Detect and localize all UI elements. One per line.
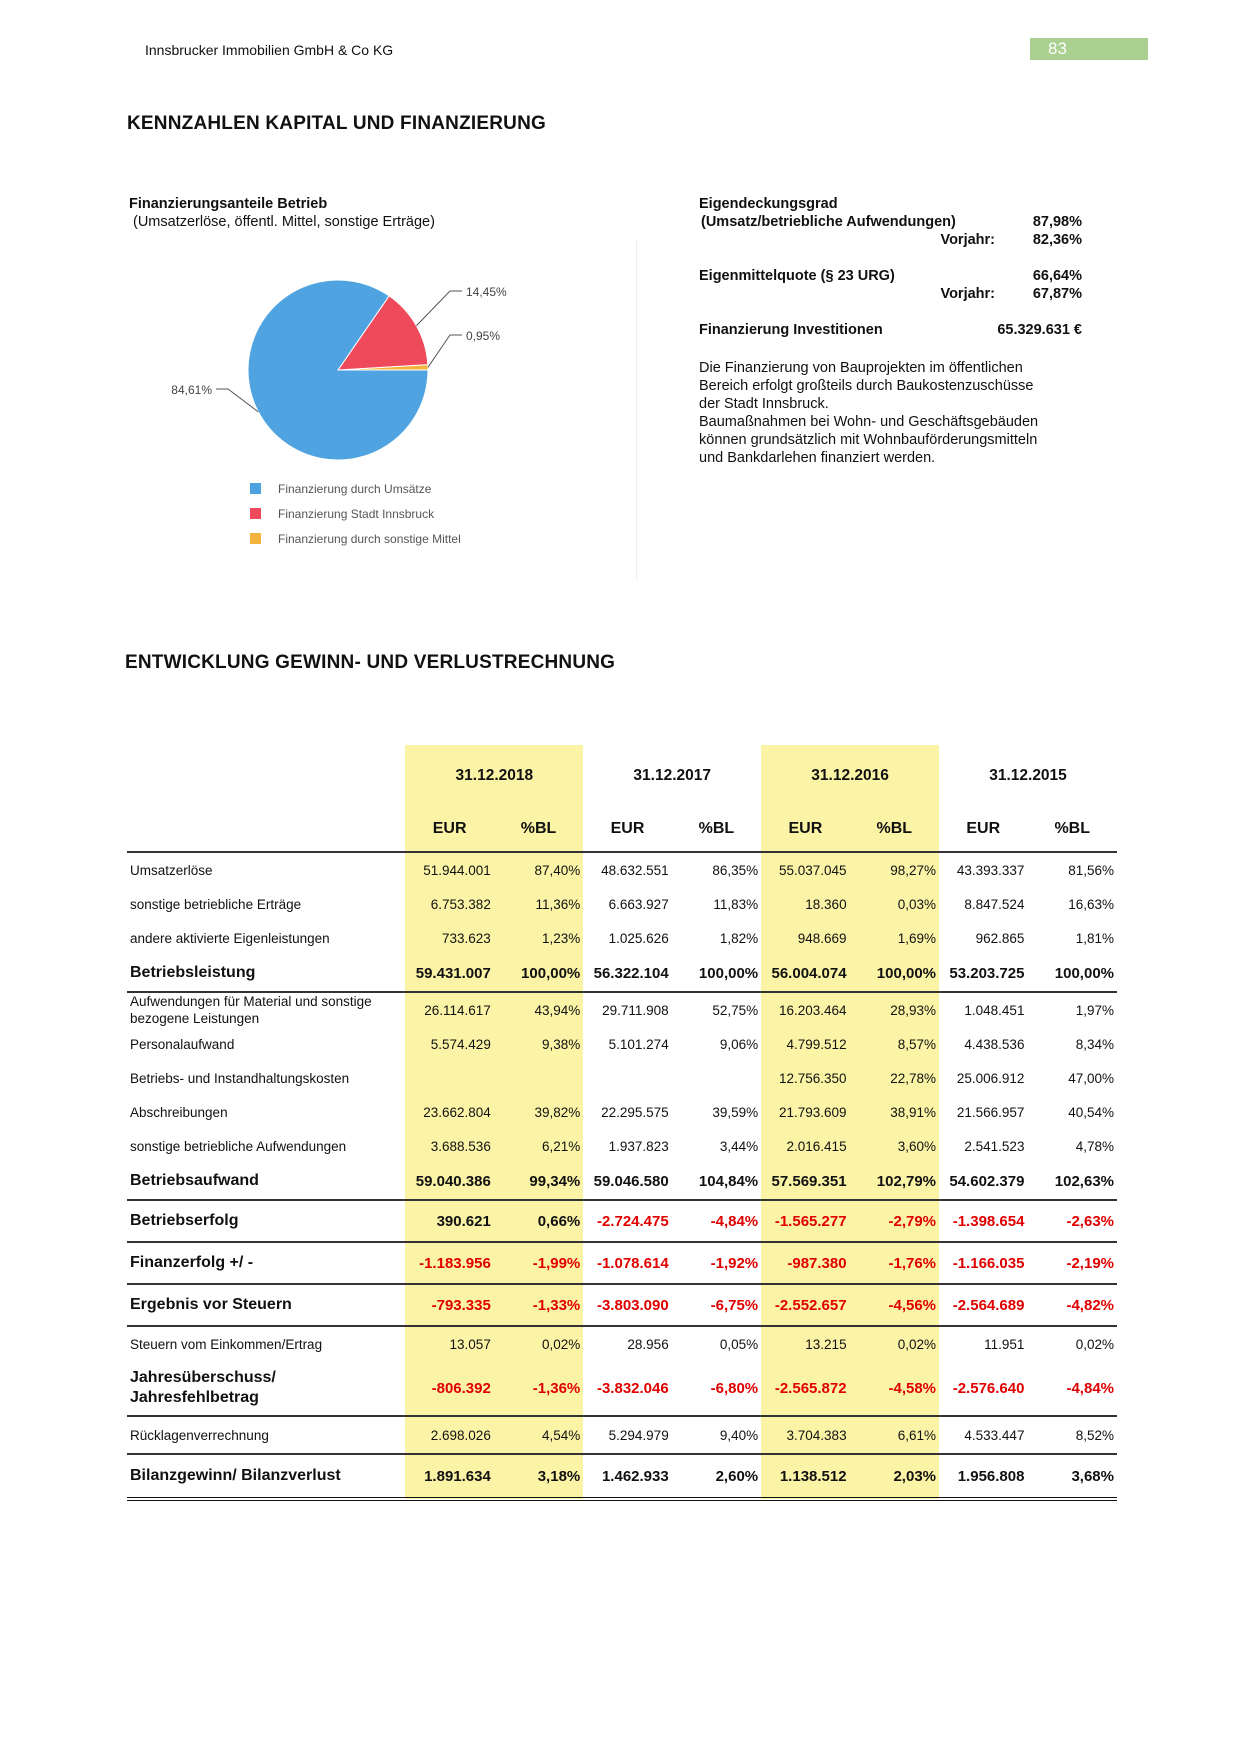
cell-pct: 3,18% xyxy=(494,1454,583,1499)
cell-pct: 28,93% xyxy=(850,992,939,1027)
cell-pct: 100,00% xyxy=(1027,955,1117,992)
cell-eur: -2.565.872 xyxy=(761,1361,849,1416)
year-header: 31.12.2016 xyxy=(761,745,939,807)
cell-pct: 0,02% xyxy=(494,1326,583,1361)
cell-pct: 81,56% xyxy=(1068,862,1114,878)
cell-pct: 98,27% xyxy=(850,852,939,887)
row-label: sonstige betriebliche Erträge xyxy=(130,896,302,912)
cell-pct: -1,76% xyxy=(850,1242,939,1284)
cell-eur: 18.360 xyxy=(761,887,849,921)
cell-pct xyxy=(494,1061,583,1095)
table-row xyxy=(127,1416,1117,1454)
cell-pct: 4,54% xyxy=(494,1416,583,1454)
table-row xyxy=(127,1163,1117,1200)
kpi-eigenmittelquote-label: Eigenmittelquote (§ 23 URG) xyxy=(699,268,895,284)
table-row xyxy=(127,1061,1117,1095)
pie-chart xyxy=(126,240,636,580)
cell-eur: -1.166.035 xyxy=(939,1242,1027,1284)
table-row xyxy=(127,1027,1117,1061)
cell-eur: 13.057 xyxy=(405,1326,493,1361)
cell-eur: 4.438.536 xyxy=(964,1036,1025,1052)
cell-eur: -2.576.640 xyxy=(939,1361,1027,1416)
income-statement-table xyxy=(127,745,1117,1501)
row-label: Finanzerfolg +/ - xyxy=(127,1242,405,1284)
cell-eur: 57.569.351 xyxy=(761,1163,849,1200)
table-row xyxy=(127,992,1117,1027)
cell-eur: 23.662.804 xyxy=(405,1095,493,1129)
cell-pct: 87,40% xyxy=(494,852,583,887)
pie-data-label: 84,61% xyxy=(171,383,212,397)
cell-pct: 40,54% xyxy=(1068,1104,1114,1120)
row-label: Personalaufwand xyxy=(130,1036,235,1052)
table-corner-unit xyxy=(127,807,405,852)
table-row xyxy=(127,852,1117,887)
cell-eur: 59.046.580 xyxy=(583,1163,671,1200)
legend-swatch xyxy=(250,483,261,494)
cell-pct: 0,03% xyxy=(850,887,939,921)
cell-eur: 59.040.386 xyxy=(405,1163,493,1200)
cell-pct: 99,34% xyxy=(494,1163,583,1200)
cell-eur: 2.541.523 xyxy=(964,1138,1025,1154)
kpi-eigendeckungsgrad-value: 87,98% xyxy=(1032,214,1082,230)
cell-pct: 3,60% xyxy=(850,1129,939,1163)
row-label: Abschreibungen xyxy=(130,1104,228,1120)
cell-eur: -1.078.614 xyxy=(583,1242,671,1284)
col-eur: EUR xyxy=(583,807,671,852)
cell-pct: 6,21% xyxy=(494,1129,583,1163)
cell-pct: 1,69% xyxy=(850,921,939,955)
col-eur: EUR xyxy=(939,807,1027,852)
kpi-finanzierung-value: 65.329.631 € xyxy=(997,322,1082,338)
col-pct: %BL xyxy=(850,807,939,852)
cell-eur: 2.698.026 xyxy=(405,1416,493,1454)
cell-eur: -1.183.956 xyxy=(405,1242,493,1284)
cell-pct: 2,60% xyxy=(672,1454,761,1499)
cell-pct: 0,02% xyxy=(1075,1336,1114,1352)
row-label: Betriebs- und Instandhaltungskosten xyxy=(130,1070,350,1086)
cell-pct: 1,82% xyxy=(719,930,759,946)
col-eur: EUR xyxy=(405,807,493,852)
cell-pct: 3,44% xyxy=(719,1138,759,1154)
row-label: Betriebserfolg xyxy=(127,1200,405,1242)
cell-eur: 390.621 xyxy=(405,1200,493,1242)
cell-eur: 29.711.908 xyxy=(602,1002,669,1018)
cell-pct: 102,63% xyxy=(1027,1163,1117,1200)
cell-pct: 38,91% xyxy=(850,1095,939,1129)
financing-paragraph xyxy=(699,359,1099,467)
legend-label: Finanzierung durch sonstige Mittel xyxy=(278,532,461,546)
cell-pct: 39,59% xyxy=(712,1104,759,1120)
cell-eur xyxy=(405,1061,493,1095)
cell-pct: 9,40% xyxy=(672,1416,761,1454)
col-pct: %BL xyxy=(672,807,761,852)
cell-pct: 104,84% xyxy=(672,1163,761,1200)
cell-eur: 16.203.464 xyxy=(761,992,849,1027)
col-pct: %BL xyxy=(494,807,583,852)
cell-eur: 4.799.512 xyxy=(761,1027,849,1061)
cell-eur: -806.392 xyxy=(405,1361,493,1416)
section-title-guv: ENTWICKLUNG GEWINN- UND VERLUSTRECHNUNG xyxy=(125,652,616,673)
legend-swatch xyxy=(250,533,261,544)
col-pct: %BL xyxy=(1027,807,1117,852)
paragraph-line: Die Finanzierung von Bauprojekten im öffentlichen xyxy=(699,360,1023,376)
cell-eur xyxy=(583,1061,671,1095)
cell-eur: -1.398.654 xyxy=(939,1200,1027,1242)
cell-eur: 8.847.524 xyxy=(964,896,1025,912)
cell-eur: 1.025.626 xyxy=(608,930,669,946)
cell-pct: 52,75% xyxy=(712,1002,759,1018)
cell-eur: 59.431.007 xyxy=(405,955,493,992)
cell-pct: 100,00% xyxy=(672,955,761,992)
row-label: Umsatzerlöse xyxy=(130,862,213,878)
page-number: 83 xyxy=(1030,38,1148,60)
cell-eur: 1.138.512 xyxy=(761,1454,849,1499)
cell-pct: 2,03% xyxy=(850,1454,939,1499)
cell-pct: 1,81% xyxy=(1075,930,1114,946)
cell-pct: 4,78% xyxy=(1075,1138,1114,1154)
cell-eur: 21.566.957 xyxy=(956,1104,1025,1120)
cell-pct: 1,97% xyxy=(1075,1002,1114,1018)
cell-eur: 51.944.001 xyxy=(405,852,493,887)
cell-eur: 11.951 xyxy=(984,1336,1025,1352)
cell-pct: 16,63% xyxy=(1068,896,1114,912)
table-row xyxy=(127,1200,1117,1242)
row-label: Betriebsaufwand xyxy=(127,1163,405,1200)
chart-subtitle: (Umsatzerlöse, öffentl. Mittel, sonstige Erträge) xyxy=(133,214,435,230)
cell-pct: 8,57% xyxy=(850,1027,939,1061)
year-header: 31.12.2018 xyxy=(405,745,583,807)
cell-eur: 962.865 xyxy=(975,930,1025,946)
cell-eur: -3.803.090 xyxy=(583,1284,671,1326)
year-header: 31.12.2017 xyxy=(633,767,711,784)
legend-swatch xyxy=(250,508,261,519)
cell-eur: 21.793.609 xyxy=(761,1095,849,1129)
pie-leader-line xyxy=(416,291,462,326)
table-row xyxy=(127,1361,1117,1416)
cell-eur: 13.215 xyxy=(761,1326,849,1361)
cell-eur: 26.114.617 xyxy=(405,992,493,1027)
row-label: Bilanzgewinn/ Bilanzverlust xyxy=(127,1454,405,1499)
cell-pct: 0,02% xyxy=(850,1326,939,1361)
cell-pct: -1,99% xyxy=(494,1242,583,1284)
cell-eur: 12.756.350 xyxy=(761,1061,849,1095)
cell-pct: 9,06% xyxy=(719,1036,759,1052)
kpi-eigenmittelquote-value: 66,64% xyxy=(1032,268,1082,284)
cell-pct: 43,94% xyxy=(494,992,583,1027)
year-header: 31.12.2015 xyxy=(989,767,1067,784)
cell-pct: -1,36% xyxy=(494,1361,583,1416)
cell-eur: 56.004.074 xyxy=(761,955,849,992)
cell-eur: 6.753.382 xyxy=(405,887,493,921)
cell-pct: 0,05% xyxy=(719,1336,759,1352)
cell-pct: 1,23% xyxy=(494,921,583,955)
cell-eur: -2.552.657 xyxy=(761,1284,849,1326)
row-label: Rücklagenverrechnung xyxy=(127,1416,405,1454)
cell-eur: -987.380 xyxy=(761,1242,849,1284)
table-row xyxy=(127,921,1117,955)
cell-pct: 6,61% xyxy=(850,1416,939,1454)
cell-pct: -2,79% xyxy=(850,1200,939,1242)
cell-pct: 11,83% xyxy=(713,896,759,912)
cell-pct: 3,68% xyxy=(1027,1454,1117,1499)
paragraph-line: der Stadt Innsbruck. xyxy=(699,396,829,412)
cell-eur: 48.632.551 xyxy=(601,862,669,878)
paragraph-line: Bereich erfolgt großteils durch Baukostenzuschüsse xyxy=(699,378,1034,394)
table-corner xyxy=(127,745,405,807)
cell-eur: 54.602.379 xyxy=(939,1163,1027,1200)
cell-pct: 47,00% xyxy=(1068,1070,1114,1086)
cell-eur: 6.663.927 xyxy=(608,896,669,912)
table-row xyxy=(127,1242,1117,1284)
row-label: Jahresüberschuss/ Jahresfehlbetrag xyxy=(127,1361,405,1416)
cell-pct: 8,34% xyxy=(1075,1036,1114,1052)
kpi-eigenmittelquote-prev: 67,87% xyxy=(1032,286,1082,302)
cell-eur: 1.891.634 xyxy=(405,1454,493,1499)
table-row xyxy=(127,955,1117,992)
row-label: Aufwendungen für Material und sonstige bezogene Leistungen xyxy=(130,994,372,1026)
cell-eur: 25.006.912 xyxy=(956,1070,1025,1086)
cell-eur: -793.335 xyxy=(405,1284,493,1326)
cell-pct: 100,00% xyxy=(494,955,583,992)
paragraph-line: und Bankdarlehen finanziert werden. xyxy=(699,450,936,466)
cell-pct: 86,35% xyxy=(712,862,759,878)
row-label: sonstige betriebliche Aufwendungen xyxy=(130,1138,347,1154)
row-label: andere aktivierte Eigenleistungen xyxy=(130,930,330,946)
cell-eur: 3.704.383 xyxy=(761,1416,849,1454)
kpi-vorjahr-label: Vorjahr: xyxy=(940,232,995,248)
kpi-finanzierung-label: Finanzierung Investitionen xyxy=(699,322,883,338)
table-row xyxy=(127,1129,1117,1163)
section-title-kennzahlen: KENNZAHLEN KAPITAL UND FINANZIERUNG xyxy=(127,113,547,134)
header-company: Innsbrucker Immobilien GmbH & Co KG xyxy=(145,42,394,58)
cell-pct: 22,78% xyxy=(850,1061,939,1095)
kpi-eigendeckungsgrad-prev: 82,36% xyxy=(1032,232,1082,248)
cell-eur: 1.462.933 xyxy=(583,1454,671,1499)
pie-data-label: 14,45% xyxy=(466,285,507,299)
cell-eur: 733.623 xyxy=(405,921,493,955)
cell-eur: -1.565.277 xyxy=(761,1200,849,1242)
cell-eur: 1.048.451 xyxy=(964,1002,1025,1018)
col-eur: EUR xyxy=(761,807,849,852)
table-row xyxy=(127,1284,1117,1326)
cell-eur: 3.688.536 xyxy=(405,1129,493,1163)
kpi-eigendeckungsgrad-label: Eigendeckungsgrad xyxy=(699,196,838,212)
cell-pct: -1,33% xyxy=(494,1284,583,1326)
cell-pct: -1,92% xyxy=(672,1242,761,1284)
pie-leader-line xyxy=(428,335,462,367)
cell-eur: 5.574.429 xyxy=(405,1027,493,1061)
row-label: Ergebnis vor Steuern xyxy=(127,1284,405,1326)
kpi-eigendeckungsgrad-sub: (Umsatz/betriebliche Aufwendungen) xyxy=(701,214,956,230)
cell-pct: 100,00% xyxy=(850,955,939,992)
cell-eur: 1.956.808 xyxy=(939,1454,1027,1499)
row-label: Steuern vom Einkommen/Ertrag xyxy=(130,1336,323,1352)
cell-eur: -2.724.475 xyxy=(583,1200,671,1242)
cell-eur: -3.832.046 xyxy=(583,1361,671,1416)
paragraph-line: Baumaßnahmen bei Wohn- und Geschäftsgebäuden xyxy=(699,414,1039,430)
cell-eur: -2.564.689 xyxy=(939,1284,1027,1326)
legend-label: Finanzierung Stadt Innsbruck xyxy=(278,507,435,521)
cell-eur: 53.203.725 xyxy=(939,955,1027,992)
paragraph-line: können grundsätzlich mit Wohnbauförderungsmitteln xyxy=(699,432,1038,448)
cell-pct: -6,75% xyxy=(672,1284,761,1326)
cell-pct: -6,80% xyxy=(672,1361,761,1416)
cell-pct: -2,63% xyxy=(1027,1200,1117,1242)
cell-eur: 5.101.274 xyxy=(608,1036,669,1052)
legend-label: Finanzierung durch Umsätze xyxy=(278,482,432,496)
cell-pct: 11,36% xyxy=(494,887,583,921)
table-row xyxy=(127,887,1117,921)
cell-pct: -4,58% xyxy=(850,1361,939,1416)
cell-eur: 2.016.415 xyxy=(761,1129,849,1163)
cell-pct: -4,56% xyxy=(850,1284,939,1326)
table-row xyxy=(127,1326,1117,1361)
cell-eur: 56.322.104 xyxy=(583,955,671,992)
table-row xyxy=(127,1095,1117,1129)
cell-eur: 22.295.575 xyxy=(601,1104,669,1120)
cell-pct: 39,82% xyxy=(494,1095,583,1129)
cell-eur: 4.533.447 xyxy=(939,1416,1027,1454)
cell-pct: -2,19% xyxy=(1027,1242,1117,1284)
cell-pct: -4,82% xyxy=(1027,1284,1117,1326)
cell-pct: 9,38% xyxy=(494,1027,583,1061)
cell-pct: -4,84% xyxy=(672,1200,761,1242)
chart-title: Finanzierungsanteile Betrieb xyxy=(129,196,328,212)
cell-pct: 8,52% xyxy=(1027,1416,1117,1454)
kpi-vorjahr-label-2: Vorjahr: xyxy=(940,286,995,302)
pie-data-label: 0,95% xyxy=(466,329,501,343)
cell-eur: 5.294.979 xyxy=(583,1416,671,1454)
cell-eur: 1.937.823 xyxy=(608,1138,669,1154)
row-label: Betriebsleistung xyxy=(127,955,405,992)
pie-chart-panel xyxy=(126,240,637,580)
cell-eur: 43.393.337 xyxy=(956,862,1025,878)
cell-pct: 102,79% xyxy=(850,1163,939,1200)
cell-pct xyxy=(672,1061,761,1095)
cell-pct: 0,66% xyxy=(494,1200,583,1242)
cell-pct: -4,84% xyxy=(1027,1361,1117,1416)
cell-eur: 948.669 xyxy=(761,921,849,955)
cell-eur: 55.037.045 xyxy=(761,852,849,887)
cell-eur: 28.956 xyxy=(627,1336,669,1352)
table-row xyxy=(127,1454,1117,1499)
